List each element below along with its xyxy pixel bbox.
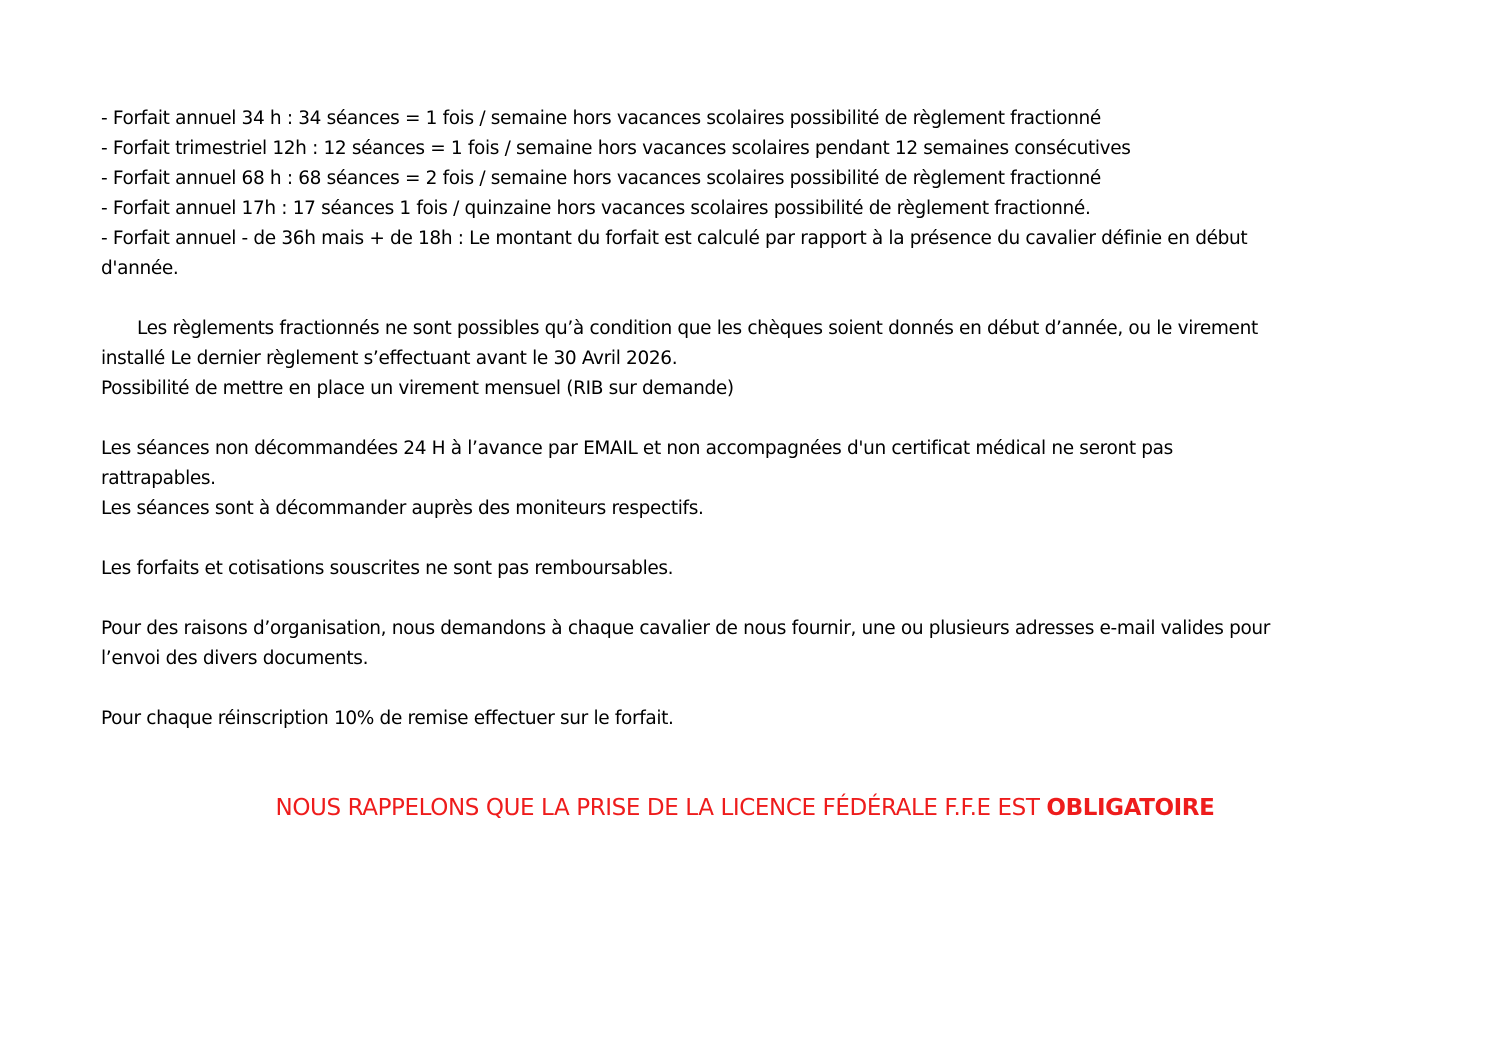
seances-line-3: Les séances sont à décommander auprès des moniteurs respectifs.: [101, 498, 704, 519]
licence-notice: [0, 790, 1490, 826]
paragraph-spacer: [101, 674, 1391, 704]
reglements-line-1: Les règlements fractionnés ne sont possibles qu’à condition que les chèques soient donnés en début d’année, ou le virement: [137, 318, 1258, 339]
paragraph-spacer: [101, 524, 1391, 554]
remboursement-line: Les forfaits et cotisations souscrites ne sont pas remboursables.: [101, 558, 674, 579]
licence-notice-text: NOUS RAPPELONS QUE LA PRISE DE LA LICENCE FÉDÉRALE F.F.E EST: [275, 795, 1047, 821]
forfait-item: - Forfait annuel 34 h : 34 séances = 1 fois / semaine hors vacances scolaires possibilité de règlement fractionné: [101, 108, 1101, 129]
paragraph-spacer: [101, 584, 1391, 614]
remboursement-paragraph: [101, 554, 1391, 584]
reglements-paragraph: [101, 314, 1391, 404]
seances-paragraph: [101, 434, 1391, 524]
reinscription-line: Pour chaque réinscription 10% de remise effectuer sur le forfait.: [101, 708, 674, 729]
seances-line-2: rattrapables.: [101, 468, 216, 489]
document-page: [101, 104, 1391, 734]
paragraph-spacer: [101, 284, 1391, 314]
forfait-item: - Forfait annuel - de 36h mais + de 18h : Le montant du forfait est calculé par rapport à la présence du cavalier définie en début: [101, 228, 1248, 249]
organisation-paragraph: [101, 614, 1391, 674]
organisation-line-2: l’envoi des divers documents.: [101, 648, 369, 669]
forfait-item-continuation: d'année.: [101, 258, 179, 279]
forfait-item: - Forfait annuel 17h : 17 séances 1 fois / quinzaine hors vacances scolaires possibilité de règlement fractionné.: [101, 198, 1091, 219]
virement-line: Possibilité de mettre en place un virement mensuel (RIB sur demande): [101, 378, 734, 399]
licence-notice-emphasis: OBLIGATOIRE: [1046, 795, 1215, 821]
organisation-line-1: Pour des raisons d’organisation, nous demandons à chaque cavalier de nous fournir, une ou plusieurs adresses e-mail valides pour: [101, 618, 1271, 639]
paragraph-spacer: [101, 404, 1391, 434]
reinscription-paragraph: [101, 704, 1391, 734]
forfaits-list: [101, 104, 1391, 284]
forfait-item: - Forfait trimestriel 12h : 12 séances = 1 fois / semaine hors vacances scolaires pendant 12 semaines consécutives: [101, 138, 1131, 159]
seances-line-1: Les séances non décommandées 24 H à l’avance par EMAIL et non accompagnées d'un certificat médical ne seront pas: [101, 438, 1173, 459]
reglements-line-2: installé Le dernier règlement s’effectuant avant le 30 Avril 2026.: [101, 348, 678, 369]
forfait-item: - Forfait annuel 68 h : 68 séances = 2 fois / semaine hors vacances scolaires possibilité de règlement fractionné: [101, 168, 1101, 189]
